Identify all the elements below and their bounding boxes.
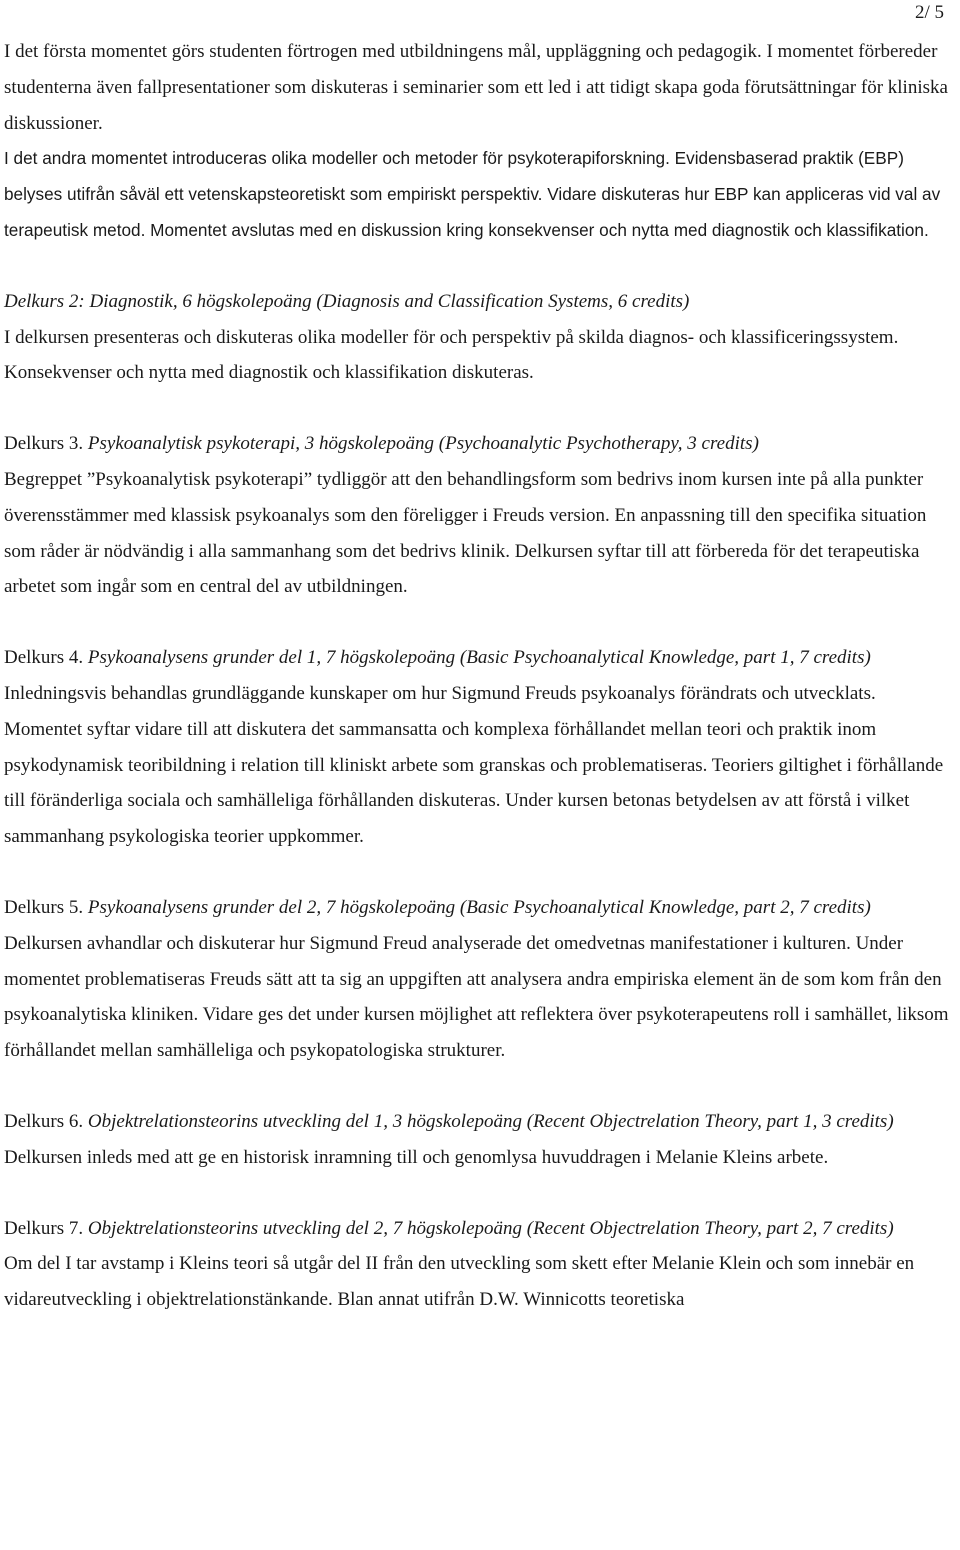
section-heading-delkurs-7 (4, 1211, 952, 1247)
section-heading-delkurs-3 (4, 426, 952, 462)
section-heading-delkurs-6 (4, 1104, 952, 1140)
section-body-delkurs-7: Om del I tar avstamp i Kleins teori så utgår del II från den utveckling som skett efter Melanie Klein och som innebär en vidareutveckling i objektrelationstänkande. Blan annat utifrån D.W. Winnicotts teoretiska (4, 1253, 915, 1311)
intro-paragraph-1: I det första momentet görs studenten förtrogen med utbildningens mål, uppläggning och pedagogik. I momentet förbereder studenterna även fallpresentationer som diskuteras i seminarier som ett led i att tidigt skapa goda förutsättningar för kliniska diskussioner. (4, 41, 948, 134)
section-heading-delkurs-2 (4, 284, 952, 320)
section-heading-text: Objektrelationsteorins utveckling del 2, 7 högskolepoäng (Recent Objectrelation Theory, part 2, 7 credits) (87, 1217, 894, 1239)
section-heading-lead: Delkurs 4. (4, 647, 88, 669)
section-heading-text: Psykoanalysens grunder del 1, 7 högskolepoäng (Basic Psychoanalytical Knowledge, part 1, 7 credits) (87, 647, 871, 669)
section-heading-text: Delkurs 2: Diagnostik, 6 högskolepoäng (Diagnosis and Classification Systems, 6 credits) (4, 290, 690, 312)
section-heading-delkurs-4 (4, 640, 952, 676)
section-heading-text: Psykoanalytisk psykoterapi, 3 högskolepoäng (Psychoanalytic Psychotherapy, 3 credits) (87, 433, 759, 455)
intro-paragraph-2-sans-text: I det andra momentet introduceras olika modeller och metoder för psykoterapiforskning. (4, 148, 670, 169)
section-body-delkurs-3: Begreppet ”Psykoanalytisk psykoterapi” tydliggör att den behandlingsform som bedrivs inom kursen inte på alla punkter överensstämmer med klassisk psykoanalys som den föreligger i Freuds version. En anpassning till den specifika situation som råder är nödvändig i alla sammanhang som det bedrivs klinik. Delkursen syftar till att förbereda för det terapeutiska arbetet som ingår som en central del av utbildningen. (4, 468, 927, 598)
section-body-delkurs-5: Delkursen avhandlar och diskuterar hur Sigmund Freud analyserade det omedvetnas manifestationer i kulturen. Under momentet problematiseras Freuds sätt att ta sig an uppgiften att analysera andra empiriska element än de som kom från den psykoanalytiska kliniken. Vidare ges det under kursen möjlighet att reflektera över psykoterapeutens roll i samhället, liksom förhållandet mellan samhälleliga och psykopatologiska strukturer. (4, 932, 949, 1062)
section-heading-lead: Delkurs 7. (4, 1217, 88, 1239)
intro-paragraph-2 (4, 141, 952, 248)
page-number: 2/ 5 (914, 2, 944, 23)
section-heading-text: Psykoanalysens grunder del 2, 7 högskolepoäng (Basic Psychoanalytical Knowledge, part 2, 7 credits) (87, 896, 871, 918)
section-heading-text: Objektrelationsteorins utveckling del 1, 3 högskolepoäng (Recent Objectrelation Theory, part 1, 3 credits) (87, 1110, 894, 1132)
section-body-delkurs-4: Inledningsvis behandlas grundläggande kunskaper om hur Sigmund Freuds psykoanalys förändrats och utvecklats. Momentet syftar vidare till att diskutera det sammansatta och komplexa förhållandet mellan teori och praktik inom psykodynamisk teoribildning i relation till kliniskt arbete som granskas och problematiseras. Teoriers giltighet i förhållande till föränderliga sociala och samhälleliga förhållanden diskuteras. Under kursen betonas betydelsen av att förstå i vilket sammanhang psykologiska teorier uppkommer. (4, 682, 944, 848)
intro-paragraph-2-text: Evidensbaserad praktik (EBP) belyses utifrån såväl ett vetenskapsteoretiskt som empiriskt perspektiv. Vidare diskuteras hur EBP kan appliceras vid val av terapeutisk metod. Momentet avslutas med en diskussion kring konsekvenser och nytta med diagnostik och klassifikation. (4, 148, 941, 240)
section-heading-lead: Delkurs 3. (4, 433, 88, 455)
section-heading-lead: Delkurs 6. (4, 1110, 88, 1132)
section-body-delkurs-6: Delkursen inleds med att ge en historisk inramning till och genomlysa huvuddragen i Melanie Kleins arbete. (4, 1146, 829, 1168)
document-body (4, 34, 952, 1318)
section-heading-delkurs-5 (4, 890, 952, 926)
section-heading-lead: Delkurs 5. (4, 896, 88, 918)
section-body-delkurs-2: I delkursen presenteras och diskuteras olika modeller för och perspektiv på skilda diagnos- och klassificeringssystem. Konsekvenser och nytta med diagnostik och klassifikation diskuteras. (4, 326, 899, 384)
